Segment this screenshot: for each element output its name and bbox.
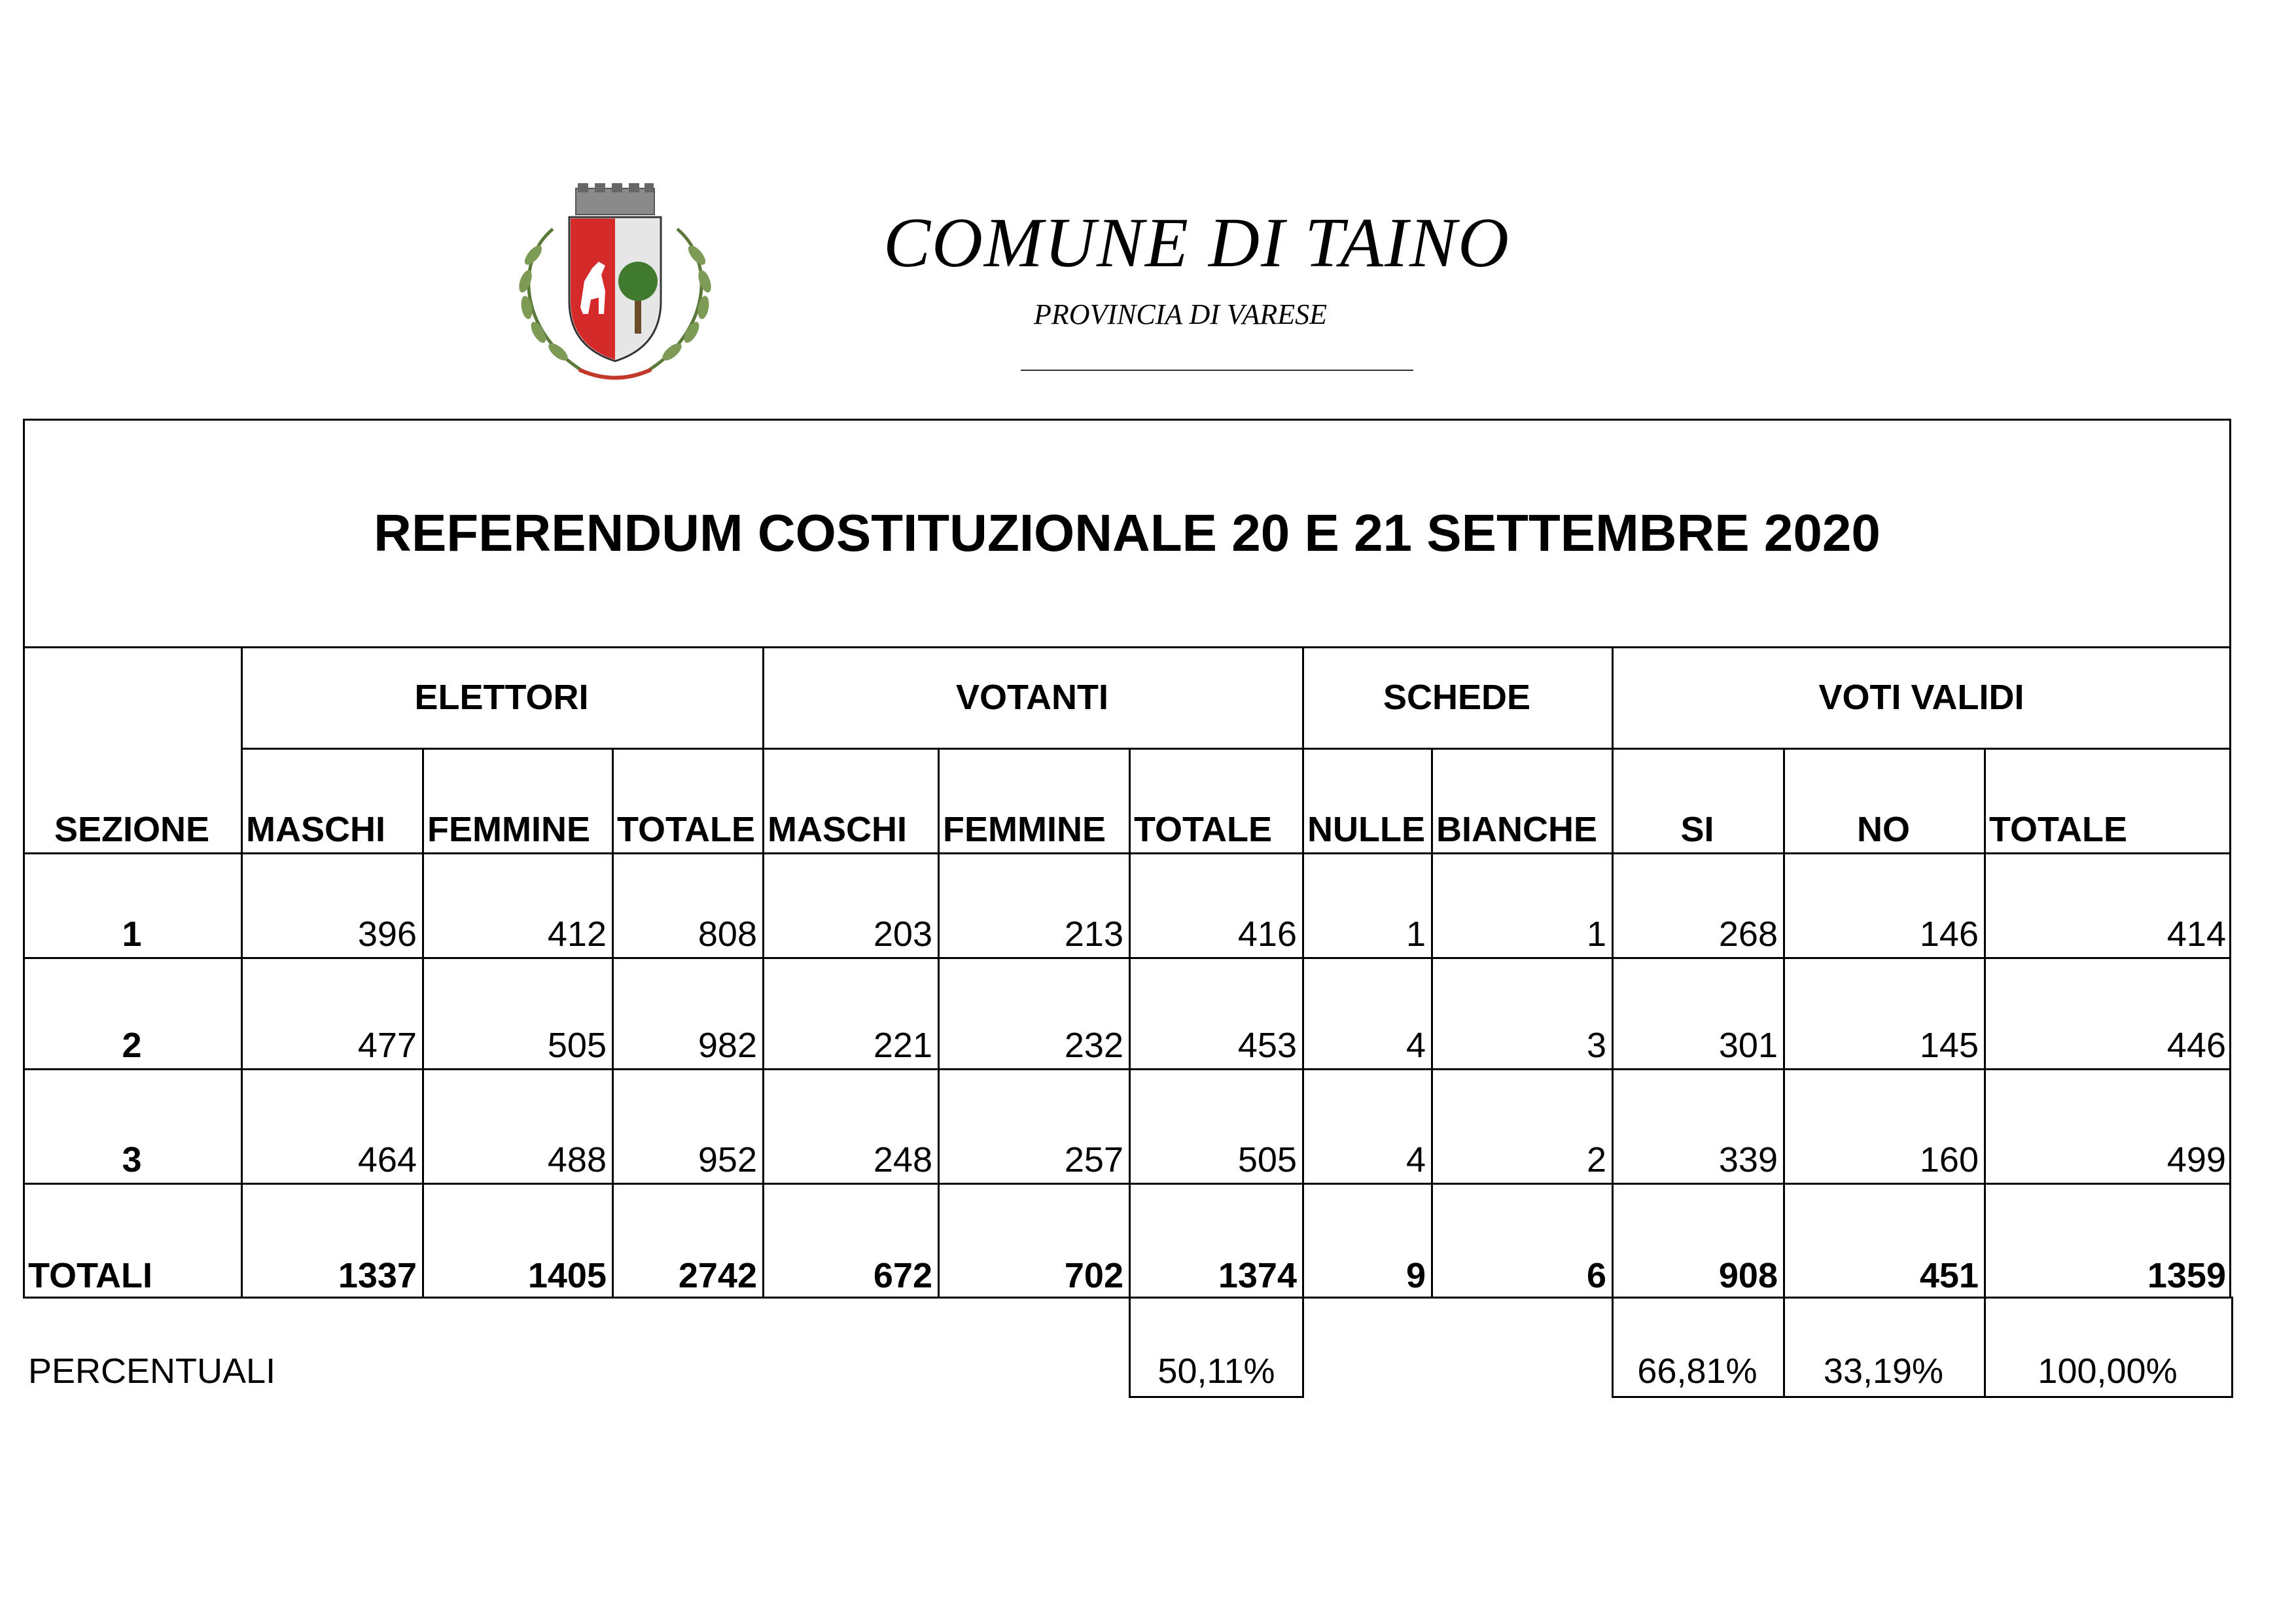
column-header: NULLE bbox=[1307, 810, 1425, 849]
table-cell: 146 bbox=[1919, 915, 1979, 954]
group-header-elettori: ELETTORI bbox=[414, 677, 589, 717]
table-cell: 3 bbox=[122, 1140, 142, 1179]
table-cell: 499 bbox=[2166, 1140, 2226, 1179]
municipality-name: COMUNE DI TAINO bbox=[883, 204, 1510, 282]
column-header: BIANCHE bbox=[1436, 810, 1598, 849]
total-cell: 451 bbox=[1919, 1256, 1979, 1295]
column-header: FEMMINE bbox=[943, 810, 1106, 849]
column-header: TOTALE bbox=[617, 810, 755, 849]
column-header: FEMMINE bbox=[427, 810, 590, 849]
table-cell: 982 bbox=[698, 1026, 757, 1065]
table-cell: 4 bbox=[1405, 1140, 1426, 1179]
group-header-voti-validi: VOTI VALIDI bbox=[1818, 677, 2024, 717]
province-name: PROVINCIA DI VARESE bbox=[1034, 298, 1328, 330]
total-cell: 1374 bbox=[1218, 1256, 1297, 1295]
group-header-schede: SCHEDE bbox=[1383, 677, 1531, 717]
total-cell: 908 bbox=[1718, 1256, 1778, 1295]
total-cell: 672 bbox=[873, 1256, 932, 1295]
table-cell: 446 bbox=[2166, 1026, 2226, 1065]
column-header: SEZIONE bbox=[54, 810, 210, 849]
table-cell: 248 bbox=[873, 1140, 932, 1179]
table-cell: 464 bbox=[357, 1140, 417, 1179]
percent-no: 33,19% bbox=[1823, 1352, 1944, 1391]
column-header: TOTALE bbox=[1989, 810, 2127, 849]
table-cell: 453 bbox=[1237, 1026, 1297, 1065]
table-cell: 160 bbox=[1919, 1140, 1979, 1179]
column-header: NO bbox=[1857, 810, 1910, 849]
table-cell: 505 bbox=[547, 1026, 607, 1065]
table-cell: 3 bbox=[1586, 1026, 1606, 1065]
table-cell: 412 bbox=[547, 915, 607, 954]
table-cell: 396 bbox=[357, 915, 417, 954]
table-cell: 203 bbox=[873, 915, 932, 954]
total-cell: 1405 bbox=[527, 1256, 607, 1295]
table-cell: 221 bbox=[873, 1026, 932, 1065]
table-cell: 257 bbox=[1064, 1140, 1123, 1179]
table-cell: 477 bbox=[357, 1026, 417, 1065]
percent-turnout: 50,11% bbox=[1157, 1352, 1275, 1391]
percent-total: 100,00% bbox=[2038, 1352, 2178, 1391]
table-cell: 268 bbox=[1718, 915, 1778, 954]
column-header: MASCHI bbox=[246, 810, 385, 849]
table-cell: 488 bbox=[547, 1140, 607, 1179]
table-cell: 232 bbox=[1064, 1026, 1123, 1065]
group-header-votanti: VOTANTI bbox=[956, 677, 1108, 717]
table-cell: 1 bbox=[1586, 915, 1606, 954]
total-cell: 1337 bbox=[338, 1256, 417, 1295]
table-cell: 301 bbox=[1718, 1026, 1778, 1065]
table-cell: 339 bbox=[1718, 1140, 1778, 1179]
table-cell: 952 bbox=[698, 1140, 757, 1179]
table-cell: 4 bbox=[1405, 1026, 1426, 1065]
table-cell: 1 bbox=[1405, 915, 1426, 954]
table-cell: 416 bbox=[1237, 915, 1297, 954]
total-cell: 6 bbox=[1586, 1256, 1606, 1295]
table-cell: 213 bbox=[1064, 915, 1123, 954]
column-header: TOTALE bbox=[1134, 810, 1272, 849]
table-cell: 808 bbox=[698, 915, 757, 954]
table-cell: 145 bbox=[1919, 1026, 1979, 1065]
table-cell: 505 bbox=[1237, 1140, 1297, 1179]
column-header: SI bbox=[1680, 810, 1714, 849]
totals-label: TOTALI bbox=[28, 1256, 152, 1295]
table-cell: 414 bbox=[2166, 915, 2226, 954]
table-title: REFERENDUM COSTITUZIONALE 20 E 21 SETTEMBRE 2020 bbox=[374, 504, 1881, 562]
total-cell: 702 bbox=[1064, 1256, 1123, 1295]
municipal-crest-icon bbox=[507, 183, 723, 393]
table-cell: 2 bbox=[1586, 1140, 1606, 1179]
table-cell: 1 bbox=[122, 915, 142, 954]
total-cell: 1359 bbox=[2147, 1256, 2226, 1295]
total-cell: 9 bbox=[1405, 1256, 1426, 1295]
percent-label: PERCENTUALI bbox=[28, 1352, 276, 1391]
table-cell: 2 bbox=[122, 1026, 142, 1065]
percent-si: 66,81% bbox=[1637, 1352, 1757, 1391]
header-divider bbox=[1021, 370, 1413, 371]
total-cell: 2742 bbox=[678, 1256, 757, 1295]
column-header: MASCHI bbox=[768, 810, 907, 849]
